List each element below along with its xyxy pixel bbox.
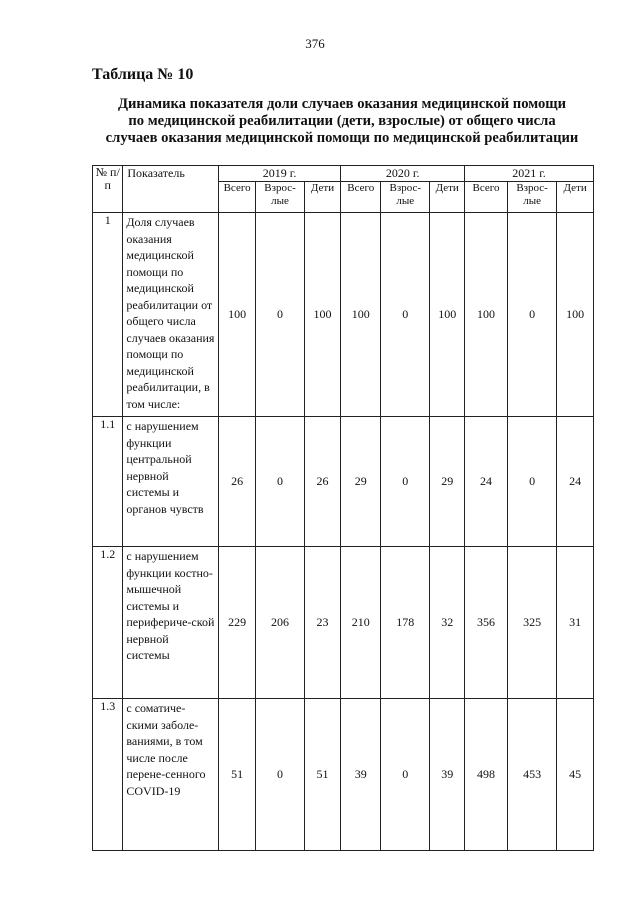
table-row	[93, 547, 594, 699]
value-2021-adults: 0	[507, 213, 556, 417]
table-heading	[92, 96, 592, 147]
value-2019-children: 100	[304, 213, 341, 417]
value-2019-total: 100	[218, 213, 256, 417]
row-number: 1.2	[93, 547, 123, 699]
value-2020-children: 100	[430, 213, 465, 417]
header-children: Дети	[304, 182, 341, 213]
header-total: Всего	[341, 182, 381, 213]
value-2021-total: 498	[465, 699, 508, 851]
value-2020-adults: 0	[381, 699, 430, 851]
value-2021-children: 31	[557, 547, 594, 699]
page-number: 376	[305, 36, 325, 51]
heading-line: случаев оказания медицинской помощи по медицинской реабилитации	[105, 130, 579, 146]
row-indicator: с нарушением функции центральной нервной системы и органов чувств	[123, 417, 218, 547]
header-year-2020: 2020 г.	[341, 166, 465, 182]
value-2021-total: 356	[465, 547, 508, 699]
header-total: Всего	[465, 182, 508, 213]
header-year-2021: 2021 г.	[465, 166, 594, 182]
value-2020-total: 39	[341, 699, 381, 851]
header-num: № п/п	[93, 166, 123, 213]
row-indicator: Доля случаев оказания медицинской помощи по медицинской реабилитации от общего числа случаев оказания помощи по медицинской реабилитации, в том числе:	[123, 213, 218, 417]
value-2020-children: 29	[430, 417, 465, 547]
value-2020-children: 39	[430, 699, 465, 851]
value-2019-children: 51	[304, 699, 341, 851]
value-2019-adults: 206	[256, 547, 304, 699]
value-2021-children: 100	[557, 213, 594, 417]
value-2019-adults: 0	[256, 699, 304, 851]
value-2019-children: 26	[304, 417, 341, 547]
value-2021-children: 45	[557, 699, 594, 851]
header-children: Дети	[557, 182, 594, 213]
value-2021-adults: 0	[507, 417, 556, 547]
header-total: Всего	[218, 182, 256, 213]
value-2021-adults: 325	[507, 547, 556, 699]
value-2019-children: 23	[304, 547, 341, 699]
value-2020-adults: 0	[381, 417, 430, 547]
heading-line: Динамика показателя доли случаев оказания медицинской помощи	[117, 96, 566, 112]
value-2019-adults: 0	[256, 417, 304, 547]
header-adults: Взрос-лые	[381, 182, 430, 213]
value-2021-adults: 453	[507, 699, 556, 851]
row-number: 1.1	[93, 417, 123, 547]
value-2019-total: 26	[218, 417, 256, 547]
value-2020-adults: 178	[381, 547, 430, 699]
table-row	[93, 213, 594, 417]
header-indicator: Показатель	[123, 166, 218, 213]
header-children: Дети	[430, 182, 465, 213]
value-2021-total: 100	[465, 213, 508, 417]
value-2021-total: 24	[465, 417, 508, 547]
row-indicator: с соматиче-скими заболе-ваниями, в том числе после перене-сенного COVID-19	[123, 699, 218, 851]
heading-line: по медицинской реабилитации (дети, взрослые) от общего числа	[128, 113, 556, 129]
row-number: 1	[93, 213, 123, 417]
table-row	[93, 699, 594, 851]
header-year-2019: 2019 г.	[218, 166, 341, 182]
value-2019-total: 51	[218, 699, 256, 851]
value-2020-children: 32	[430, 547, 465, 699]
value-2019-total: 229	[218, 547, 256, 699]
value-2019-adults: 0	[256, 213, 304, 417]
header-adults: Взрос-лые	[256, 182, 304, 213]
value-2020-total: 100	[341, 213, 381, 417]
value-2020-adults: 0	[381, 213, 430, 417]
value-2021-children: 24	[557, 417, 594, 547]
table-row	[93, 417, 594, 547]
value-2020-total: 210	[341, 547, 381, 699]
row-indicator: с нарушением функции костно-мышечной системы и перифериче-ской нервной системы	[123, 547, 218, 699]
header-adults: Взрос-лые	[507, 182, 556, 213]
table-label: Таблица № 10	[92, 66, 194, 83]
row-number: 1.3	[93, 699, 123, 851]
indicator-table	[92, 165, 594, 851]
value-2020-total: 29	[341, 417, 381, 547]
